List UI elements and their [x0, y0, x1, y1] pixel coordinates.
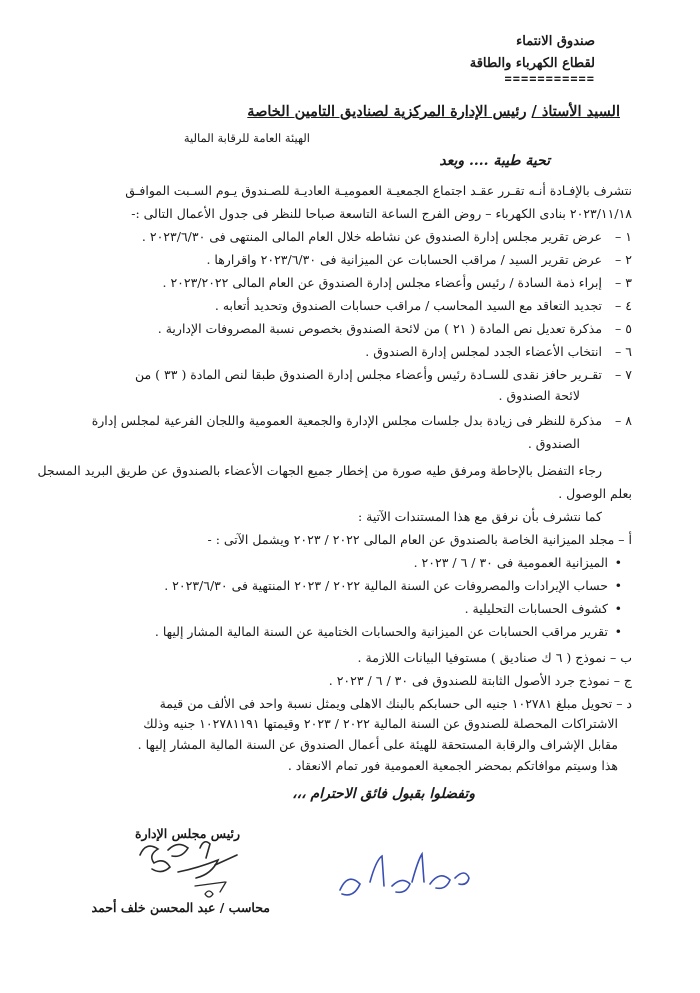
addressee-title: رئيس الإدارة المركزية لصناديق التامين الخاصة	[247, 103, 527, 120]
agenda-text: تقـرير حافز نقدى للسـادة رئيس وأعضاء مجلس إدارة الصندوق طبقا لنص المادة ( ٣٣ ) من	[135, 367, 603, 382]
attachments-intro: كما نتشرف بأن نرفق مع هذا المستندات الآتية :	[357, 509, 602, 524]
attachment-b: ب – نموذج ( ٦ ك صناديق ) مستوفيا البيانات اللازمة .	[357, 650, 632, 665]
attachment-c: ج – نموذج جرد الأصول الثابتة للصندوق فى ٣٠ / ٦ / ٢٠٢٣ .	[328, 673, 632, 688]
header-rule: ===========	[504, 72, 595, 86]
attachment-d-line-2: الاشتراكات المحصلة للصندوق عن السنة المالية ٢٠٢٢ / ٢٠٢٣ وقيمتها ١٠٢٧٨١١٩١ جنيه وذلك	[143, 716, 618, 731]
request-line-1: رجاء التفضل بالإحاطة ومرفق طيه صورة من إخطار جميع الجهات الأعضاء بالصندوق عن طريق البريد المسجل	[37, 463, 602, 478]
org-name-line2: لقطاع الكهرباء والطاقة	[469, 56, 595, 71]
agenda-number: ٧ –	[615, 367, 632, 382]
agenda-continuation: الصندوق .	[527, 436, 580, 451]
closing: وتفضلوا بقبول فائق الاحترام ،،،	[292, 786, 475, 802]
attachment-a-item: • الميزانية العمومية فى ٣٠ / ٦ / ٢٠٢٣ .	[414, 555, 608, 570]
authority-name: الهيئة العامة للرقابة المالية	[183, 131, 310, 145]
signature-name: محاسب / عبد المحسن خلف أحمد	[91, 900, 270, 915]
agenda-text: مذكرة تعديل نص المادة ( ٢١ ) من لائحة الصندوق بخصوص نسبة المصروفات الإدارية .	[157, 321, 603, 336]
intro-line-1: نتشرف بالإفـادة أنـه تقـرر عقـد اجتماع الجمعيـة العموميـة العاديـة للصـندوق يـوم السـبت الموافـق	[125, 183, 632, 198]
agenda-number: ١ –	[615, 229, 632, 244]
attachment-d-line-4: هذا وسيتم موافاتكم بمحضر الجمعية العمومية فور تمام الانعقاد .	[287, 758, 618, 773]
agenda-number: ٢ –	[615, 252, 632, 267]
attachment-a-item: • تقرير مراقب الحسابات عن الميزانية والحسابات الختامية عن السنة المالية المشار إليها .	[155, 624, 608, 639]
agenda-number: ٤ –	[615, 298, 632, 313]
greeting: تحية طيبة .... وبعد	[439, 153, 550, 169]
agenda-text: عرض تقرير مجلس إدارة الصندوق عن نشاطه خلال العام المالى المنتهى فى ٢٠٢٣/٦/٣٠ .	[141, 229, 603, 244]
addressee-prefix: السيد الأستاذ /	[531, 103, 620, 120]
agenda-text: مذكرة للنظر فى زيادة بدل جلسات مجلس الإدارة والجمعية العمومية واللجان الفرعية لمجلس إدارة	[91, 413, 603, 428]
request-line-2: بعلم الوصول .	[558, 486, 632, 501]
attachment-d-line-3: مقابل الإشراف والرقابة المستحقة للهيئة على أعمال الصندوق عن السنة المالية المشار إليها .	[137, 737, 618, 752]
date-scribble-icon	[195, 882, 226, 897]
agenda-number: ٣ –	[615, 275, 632, 290]
attachment-d-line-1: د – تحويل مبلغ ١٠٢٧٨١ جنيه الى حسابكم بالبنك الاهلى ويمثل نسبة واحد فى الألف من قيمة	[159, 696, 632, 711]
attachment-a: أ – مجلد الميزانية الخاصة بالصندوق عن العام المالى ٢٠٢٢ / ٢٠٢٣ ويشمل الآتى : -	[207, 532, 632, 547]
agenda-number: ٦ –	[615, 344, 632, 359]
signature-scribble-icon	[140, 842, 237, 878]
attachment-a-item: • كشوف الحسابات التحليلية .	[465, 601, 608, 616]
signature-title: رئيس مجلس الإدارة	[135, 826, 240, 841]
agenda-continuation: لائحة الصندوق .	[498, 388, 580, 403]
agenda-text: عرض تقرير السيد / مراقب الحسابات عن الميزانية فى ٢٠٢٣/٦/٣٠ واقرارها .	[206, 252, 603, 267]
attachment-a-item: • حساب الإيرادات والمصروفات عن السنة المالية ٢٠٢٢ / ٢٠٢٣ المنتهية فى ٢٠٢٣/٦/٣٠ .	[164, 578, 608, 593]
agenda-text: إبراء ذمة السادة / رئيس وأعضاء مجلس إدارة الصندوق عن العام المالى ٢٠٢٣/٢٠٢٢ .	[162, 275, 603, 290]
agenda-number: ٥ –	[615, 321, 632, 336]
intro-line-2: ٢٠٢٣/١١/١٨ بنادى الكهرباء – روض الفرج الساعة التاسعة صباحا للنظر فى جدول الأعمال التالى :-	[131, 206, 632, 221]
agenda-number: ٨ –	[615, 413, 632, 428]
blue-handwriting-icon	[340, 854, 469, 895]
agenda-text: انتخاب الأعضاء الجدد لمجلس إدارة الصندوق .	[365, 344, 603, 359]
agenda-text: تجديد التعاقد مع السيد المحاسب / مراقب حسابات الصندوق وتحديد أتعابه .	[214, 298, 603, 313]
org-name-line1: صندوق الانتماء	[516, 34, 595, 49]
